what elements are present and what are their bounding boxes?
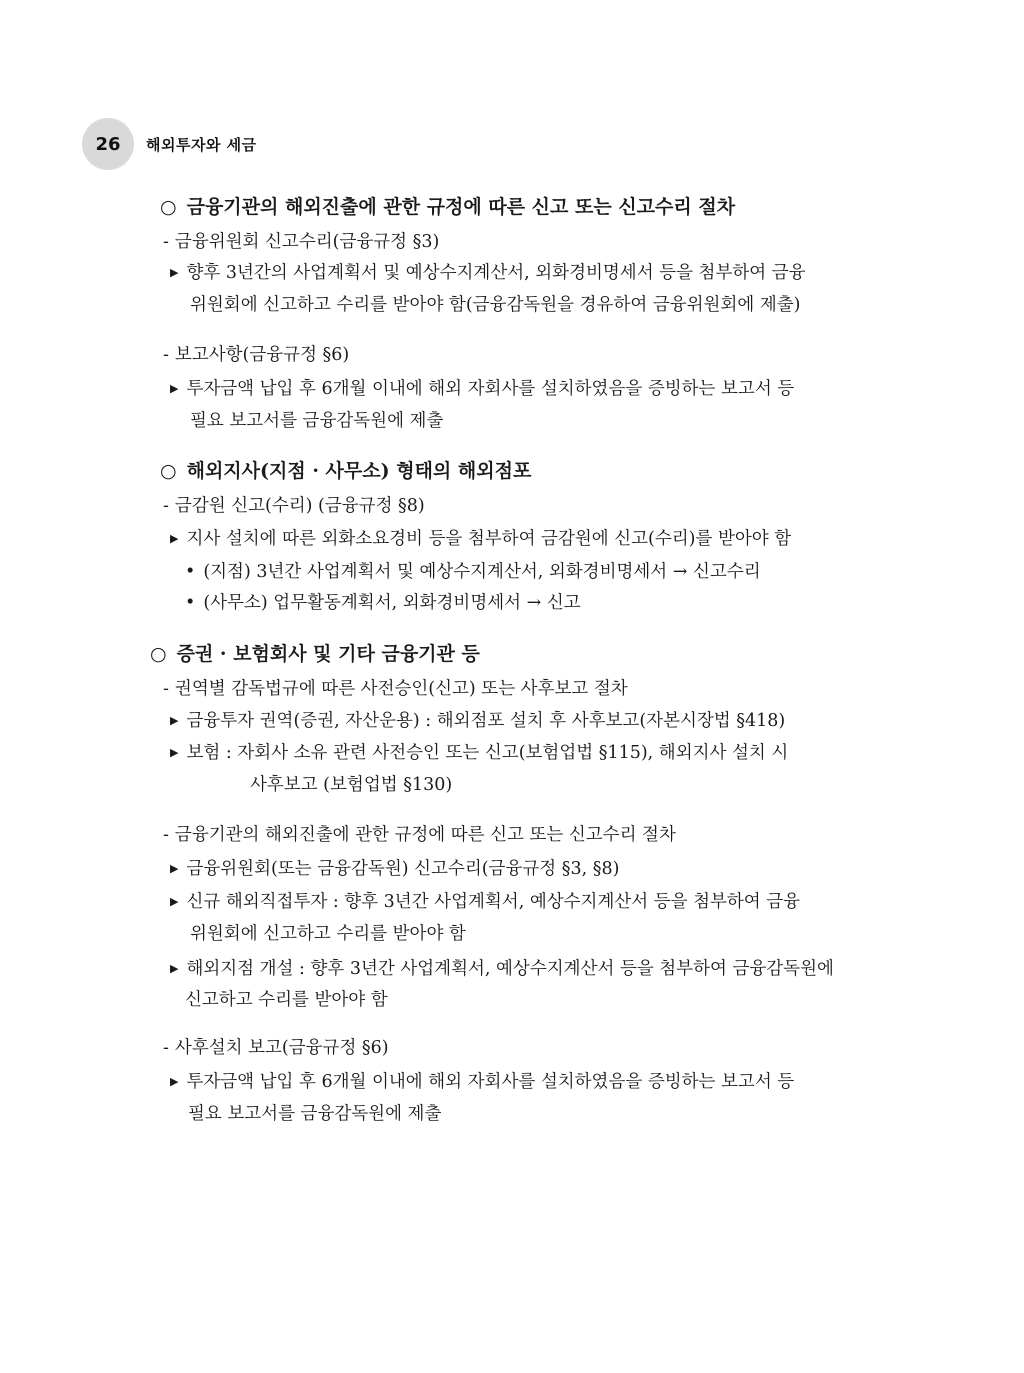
line-text: 해외지점 개설 : 향후 3년간 사업계획서, 예상수지계산서 등을 첨부하여 금융감독원에: [186, 959, 834, 979]
text-line: [163, 342, 349, 368]
line-text: 금감원 신고(수리) (금융규정 §8): [174, 496, 425, 516]
text-line: [190, 292, 800, 318]
dot-marker: •: [185, 562, 196, 582]
text-line: [163, 676, 628, 702]
line-text: 위원회에 신고하고 수리를 받아야 함(금융감독원을 경유하여 금융위원회에 제출): [190, 295, 801, 315]
triangle-marker: ▶: [170, 266, 179, 279]
text-line: [170, 260, 806, 288]
line-text: 금융위원회 신고수리(금융규정 §3): [174, 232, 440, 252]
dash-marker: -: [163, 345, 169, 365]
section-heading: [150, 641, 480, 667]
triangle-marker: ▶: [170, 714, 179, 727]
line-text: (사무소) 업무활동계획서, 외화경비명세서 → 신고: [203, 593, 581, 613]
line-text: 사후설치 보고(금융규정 §6): [174, 1038, 389, 1058]
text-line: [190, 921, 466, 947]
circle-marker: ○: [160, 460, 177, 482]
line-text: 금융기관의 해외진출에 관한 규정에 따른 신고 또는 신고수리 절차: [186, 196, 736, 218]
text-line: [163, 493, 425, 519]
text-line: [163, 1035, 389, 1061]
text-line: [170, 856, 619, 884]
section-heading: [160, 194, 735, 220]
text-line: [170, 889, 800, 917]
line-text: 금융위원회(또는 금융감독원) 신고수리(금융규정 §3, §8): [186, 859, 620, 879]
page-header: [82, 118, 257, 170]
triangle-marker: ▶: [170, 962, 179, 975]
line-text: 필요 보고서를 금융감독원에 제출: [188, 1104, 442, 1124]
text-line: [185, 559, 761, 585]
triangle-marker: ▶: [170, 1075, 179, 1088]
line-text: 권역별 감독법규에 따른 사전승인(신고) 또는 사후보고 절차: [174, 679, 628, 699]
text-line: [170, 956, 834, 984]
text-line: [250, 772, 452, 798]
line-text: 금융투자 권역(증권, 자산운용) : 해외점포 설치 후 사후보고(자본시장법 §418): [186, 711, 786, 731]
triangle-marker: ▶: [170, 532, 179, 545]
dash-marker: -: [163, 825, 169, 845]
circle-marker: ○: [160, 196, 177, 218]
line-text: 필요 보고서를 금융감독원에 제출: [190, 411, 444, 431]
triangle-marker: ▶: [170, 746, 179, 759]
text-line: [190, 408, 443, 434]
text-line: [163, 822, 676, 848]
page-number: 26: [82, 118, 134, 170]
section-heading: [160, 458, 531, 484]
dash-marker: -: [163, 1038, 169, 1058]
triangle-marker: ▶: [170, 862, 179, 875]
dot-marker: •: [185, 593, 196, 613]
text-line: [170, 740, 788, 768]
line-text: 금융기관의 해외진출에 관한 규정에 따른 신고 또는 신고수리 절차: [174, 825, 676, 845]
dash-marker: -: [163, 679, 169, 699]
line-text: 신규 해외직접투자 : 향후 3년간 사업계획서, 예상수지계산서 등을 첨부하여 금융: [186, 892, 801, 912]
triangle-marker: ▶: [170, 382, 179, 395]
line-text: 지사 설치에 따른 외화소요경비 등을 첨부하여 금감원에 신고(수리)를 받아야 함: [186, 529, 792, 549]
text-line: [188, 1101, 441, 1127]
line-text: 보고사항(금융규정 §6): [174, 345, 350, 365]
line-text: 신고하고 수리를 받아야 함: [185, 990, 388, 1010]
line-text: 투자금액 납입 후 6개월 이내에 해외 자회사를 설치하였음을 증빙하는 보고서 등: [186, 1072, 795, 1092]
line-text: 향후 3년간의 사업계획서 및 예상수지계산서, 외화경비명세서 등을 첨부하여 금융: [186, 263, 806, 283]
circle-marker: ○: [150, 643, 167, 665]
line-text: 위원회에 신고하고 수리를 받아야 함: [190, 924, 466, 944]
line-text: 투자금액 납입 후 6개월 이내에 해외 자회사를 설치하였음을 증빙하는 보고서 등: [186, 379, 795, 399]
dash-marker: -: [163, 232, 169, 252]
text-line: [185, 987, 388, 1013]
dash-marker: -: [163, 496, 169, 516]
line-text: 보험 : 자회사 소유 관련 사전승인 또는 신고(보험업법 §115), 해외지사 설치 시: [186, 743, 789, 763]
line-text: 증권 · 보험회사 및 기타 금융기관 등: [176, 643, 480, 665]
line-text: 해외지사(지점 · 사무소) 형태의 해외점포: [186, 460, 532, 482]
triangle-marker: ▶: [170, 895, 179, 908]
line-text: 사후보고 (보험업법 §130): [250, 775, 453, 795]
text-line: [170, 376, 794, 404]
text-line: [170, 526, 791, 554]
text-line: [170, 708, 785, 736]
text-line: [185, 590, 581, 616]
text-line: [170, 1069, 794, 1097]
line-text: (지점) 3년간 사업계획서 및 예상수지계산서, 외화경비명세서 → 신고수리: [203, 562, 761, 582]
running-title: 해외투자와 세금: [146, 135, 257, 154]
text-line: [163, 229, 439, 255]
